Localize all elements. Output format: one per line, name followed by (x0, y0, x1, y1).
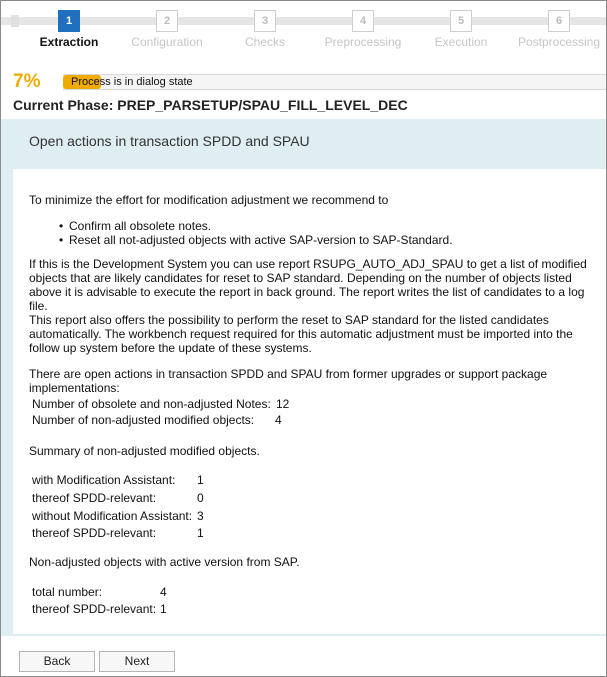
open-actions-line: implementations: (29, 381, 120, 395)
bullet-text: Reset all not-adjusted objects with active SAP-version to SAP-Standard. (69, 233, 453, 247)
step-label: Extraction (39, 35, 99, 49)
roadmap-track-start (11, 15, 19, 27)
step-label: Configuration (131, 35, 203, 49)
step-checks[interactable] (215, 10, 315, 49)
with-ma-value: 1 (197, 473, 204, 487)
progress-percent: 7% (13, 71, 41, 92)
step-preprocessing[interactable] (313, 10, 413, 49)
message-area (13, 169, 606, 634)
thereof-spdd-label: thereof SPDD-relevant: (32, 526, 157, 540)
sap-version-title: Non-adjusted objects with active version from SAP. (29, 555, 300, 569)
step-postprocessing[interactable] (509, 10, 607, 49)
report-paragraph-line: file. (29, 299, 48, 313)
step-number: 1 (58, 10, 80, 32)
list-item (59, 219, 211, 233)
report-paragraph-line: above it is advisable to execute the report in back ground. The report writes the list of candidates to a log (29, 285, 585, 299)
step-number: 5 (450, 10, 472, 32)
summary-title: Summary of non-adjusted modified objects. (29, 444, 260, 458)
step-number: 3 (254, 10, 276, 32)
step-number: 2 (156, 10, 178, 32)
report-paragraph-line: objects that are likely candidates for reset to SAP standard. Depending on the number of objects listed (29, 271, 572, 285)
thereof-spdd-label: thereof SPDD-relevant: (32, 491, 157, 505)
intro-text: To minimize the effort for modification adjustment we recommend to (29, 193, 389, 207)
thereof-spdd-label: thereof SPDD-relevant: (32, 602, 157, 616)
thereof-spdd-value: 0 (197, 491, 204, 505)
step-label: Postprocessing (517, 35, 601, 49)
step-extraction[interactable] (19, 10, 119, 49)
bullet-dot: • (59, 219, 64, 233)
nonadjusted-objects-value: 4 (275, 413, 282, 427)
list-item (59, 233, 453, 247)
footer-bar (1, 636, 606, 676)
obsolete-notes-label: Number of obsolete and non-adjusted Notes: (32, 397, 271, 411)
step-label: Execution (434, 35, 488, 49)
report-paragraph-line: If this is the Development System you can use report RSUPG_AUTO_ADJ_SPAU to get a list of modified (29, 257, 587, 271)
progress-status: Process is in dialog state (71, 76, 193, 88)
total-number-label: total number: (32, 585, 103, 599)
content-panel (1, 119, 606, 636)
back-button[interactable]: Back (19, 651, 95, 672)
bullet-dot: • (59, 233, 64, 247)
thereof-spdd-value: 1 (197, 526, 204, 540)
step-number: 6 (548, 10, 570, 32)
report-paragraph-line: follow up system before the update of these systems. (29, 341, 312, 355)
step-execution[interactable] (411, 10, 511, 49)
progress-bar (63, 74, 606, 90)
nonadjusted-objects-label: Number of non-adjusted modified objects: (32, 413, 255, 427)
bullet-text: Confirm all obsolete notes. (69, 219, 212, 233)
obsolete-notes-value: 12 (276, 397, 290, 411)
report-paragraph-line: automatically. The workbench request required for this automatic adjustment must be imported into the (29, 327, 573, 341)
panel-title: Open actions in transaction SPDD and SPAU (29, 133, 310, 149)
step-roadmap (1, 1, 606, 51)
thereof-spdd-value: 1 (160, 602, 167, 616)
step-label: Checks (244, 35, 285, 49)
without-ma-label: without Modification Assistant: (32, 509, 193, 523)
open-actions-line: There are open actions in transaction SPDD and SPAU from former upgrades or support package (29, 367, 548, 381)
step-configuration[interactable] (117, 10, 217, 49)
step-number: 4 (352, 10, 374, 32)
step-label: Preprocessing (324, 35, 402, 49)
without-ma-value: 3 (197, 509, 204, 523)
report-paragraph-line: This report also offers the possibility to perform the reset to SAP standard for the listed candidates (29, 313, 549, 327)
with-ma-label: with Modification Assistant: (32, 473, 176, 487)
next-button[interactable]: Next (99, 651, 175, 672)
total-number-value: 4 (160, 585, 167, 599)
current-phase: Current Phase: PREP_PARSETUP/SPAU_FILL_LEVEL_DEC (13, 97, 408, 113)
